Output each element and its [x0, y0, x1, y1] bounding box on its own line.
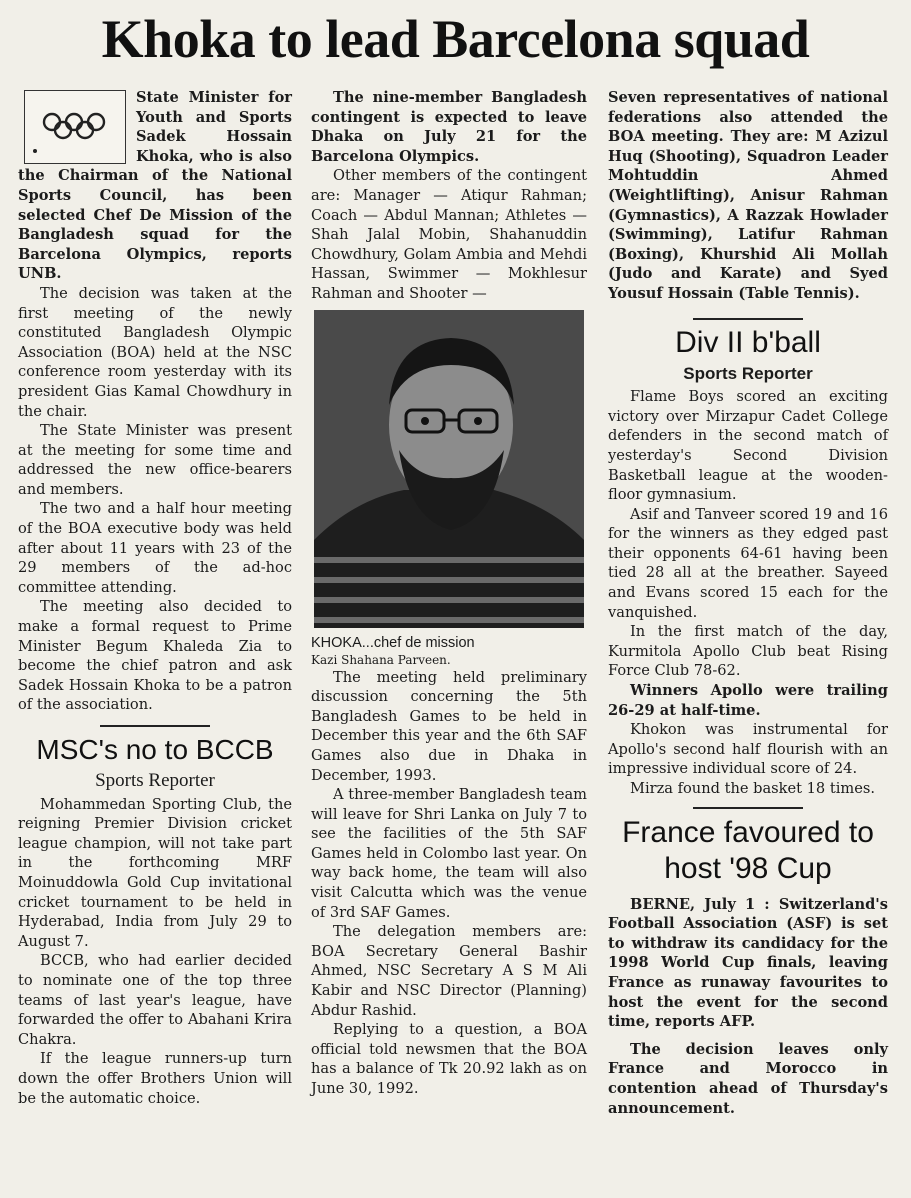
main-story-paragraph: The nine-member Bangladesh contingent is expected to leave Dhaka on July 21 for the Barcelona Olympics. — [311, 89, 587, 165]
div2-story-paragraph: Winners Apollo were trailing 26-29 at half-time. — [608, 682, 888, 719]
main-story-paragraph: The State Minister was present at the meeting for some time and addressed the new office-bearers and members. — [18, 422, 292, 498]
div2-story-paragraph: Khokon was instrumental for Apollo's second half flourish with an impressive individual score of 24. — [608, 721, 888, 778]
div2-story-paragraph: Flame Boys scored an exciting victory over Mirzapur Cadet College defenders in the second match of yesterday's Second Division Basketball league at the wooden-floor gymnasium. — [608, 388, 888, 504]
column-1 — [18, 88, 292, 1108]
div2-story-paragraph: Mirza found the basket 18 times. — [630, 780, 875, 797]
main-story-paragraph: State Minister for Youth and Sports Sadek Hossain Khoka, who is also the Chairman of the National Sports Council, has been selected Chef De Mission of the Bangladesh squad for the Barcelona Olympics, reports UNB. — [18, 89, 292, 283]
msc-story-paragraph: If the league runners-up turn down the offer Brothers Union will be the automatic choice. — [18, 1050, 292, 1107]
main-story-paragraph: Kazi Shahana Parveen. — [311, 652, 451, 667]
div2-story-paragraph: Asif and Tanveer scored 19 and 16 for the winners as they edged past their opponents 64-61 having been tied 28 all at the breather. Sayeed and Evans scored 15 each for the vanquished. — [608, 505, 888, 621]
main-story-paragraph: Seven representatives of national federations also attended the BOA meeting. They are: M Azizul Huq (Shooting), Squadron Leader Mohtuddin Ahmed (Weightlifting), Anisur Rahman (Gymnastics), A Razzak Howlader (Swimming), Latifur Rahman (Boxing), Khurshid Ali Mollah (Judo and Karate) and Syed Yousuf Hossain (Table Tennis). — [608, 89, 888, 302]
section-divider — [693, 807, 803, 809]
france-story-paragraph: BERNE, July 1 : Switzerland's Football Association (ASF) is set to withdraw its candidacy for the 1998 World Cup finals, leaving France as runaway favourites to host the event for the second time, reports AFP. — [608, 895, 888, 1031]
msc-story-paragraph: BCCB, who had earlier decided to nominate one of the top three teams of last year's league, have forwarded the offer to Abahani Krira Chakra. — [18, 952, 292, 1048]
section-divider — [100, 725, 210, 727]
column-3 — [608, 88, 888, 1118]
section-divider — [693, 318, 803, 320]
main-story-paragraph: The delegation members are: BOA Secretary General Bashir Ahmed, NSC Secretary A S M Ali Kabir and NSC Director (Planning) Abdur Rashid. — [311, 923, 587, 1019]
main-story-paragraph: Other members of the contingent are: Manager — Atiqur Rahman; Coach — Abdul Mannan; Athletes — Shah Jalal Mobin, Shahanuddin Chowdhury, Golam Ambia and Mehdi Hassan, Swimmer — Mokhlesur Rahman and Shooter — — [311, 167, 587, 302]
olympic-logo-box — [24, 90, 126, 164]
france-story-paragraph: The decision leaves only France and Morocco in contention ahead of Thursday's announcement. — [608, 1040, 888, 1117]
main-story-paragraph: A three-member Bangladesh team will leave for Shri Lanka on July 7 to see the facilities of the 5th SAF Games held in Colombo last year. On way back home, the team will also visit Calcutta which was the venue of 3rd SAF Games. — [311, 786, 587, 921]
msc-story-byline: Sports Reporter — [95, 770, 215, 791]
main-story-paragraph: Replying to a question, a BOA official told newsmen that the BOA has a balance of Tk 20.92 lakh as on June 30, 1992. — [311, 1021, 587, 1097]
div2-story-title: Div II b'ball — [675, 325, 821, 359]
div2-story-paragraph: In the first match of the day, Kurmitola Apollo Club beat Rising Force Club 78-62. — [608, 623, 888, 680]
khoka-photo — [314, 310, 584, 628]
main-story-paragraph: The two and a half hour meeting of the BOA executive body was held after about 11 years with 23 of the 29 members of the ad-hoc committee attending. — [18, 500, 292, 596]
olympic-rings-icon — [41, 111, 107, 141]
main-story-paragraph: The decision was taken at the first meeting of the newly constituted Bangladesh Olympic Association (BOA) held at the NSC conference room yesterday with its president Gias Kamal Chowdhury in the chair. — [18, 284, 292, 420]
page-headline: Khoka to lead Barcelona squad — [101, 9, 810, 69]
div2-story-byline: Sports Reporter — [683, 363, 813, 383]
france-story-title: France favoured to host '98 Cup — [622, 815, 874, 885]
portrait-image — [314, 310, 584, 628]
column-2 — [311, 88, 587, 1099]
msc-story-paragraph: Mohammedan Sporting Club, the reigning Premier Division cricket league champion, will not take part in the forthcoming MRF Moinuddowla Gold Cup invitational cricket tournament to be held in Hyderabad, India from July 29 to August 7. — [18, 795, 292, 950]
logo-dot — [33, 149, 37, 153]
photo-caption: KHOKA...chef de mission — [311, 634, 475, 651]
msc-story-title: MSC's no to BCCB — [36, 734, 274, 765]
main-story-paragraph: The meeting also decided to make a formal request to Prime Minister Begum Khaleda Zia to become the chief patron and ask Sadek Hossain Khoka to be a patron of the association. — [18, 598, 292, 714]
main-story-paragraph: The meeting held preliminary discussion concerning the 5th Bangladesh Games to be held in December this year and the 6th SAF Games also due in Dhaka in December, 1993. — [311, 668, 587, 784]
